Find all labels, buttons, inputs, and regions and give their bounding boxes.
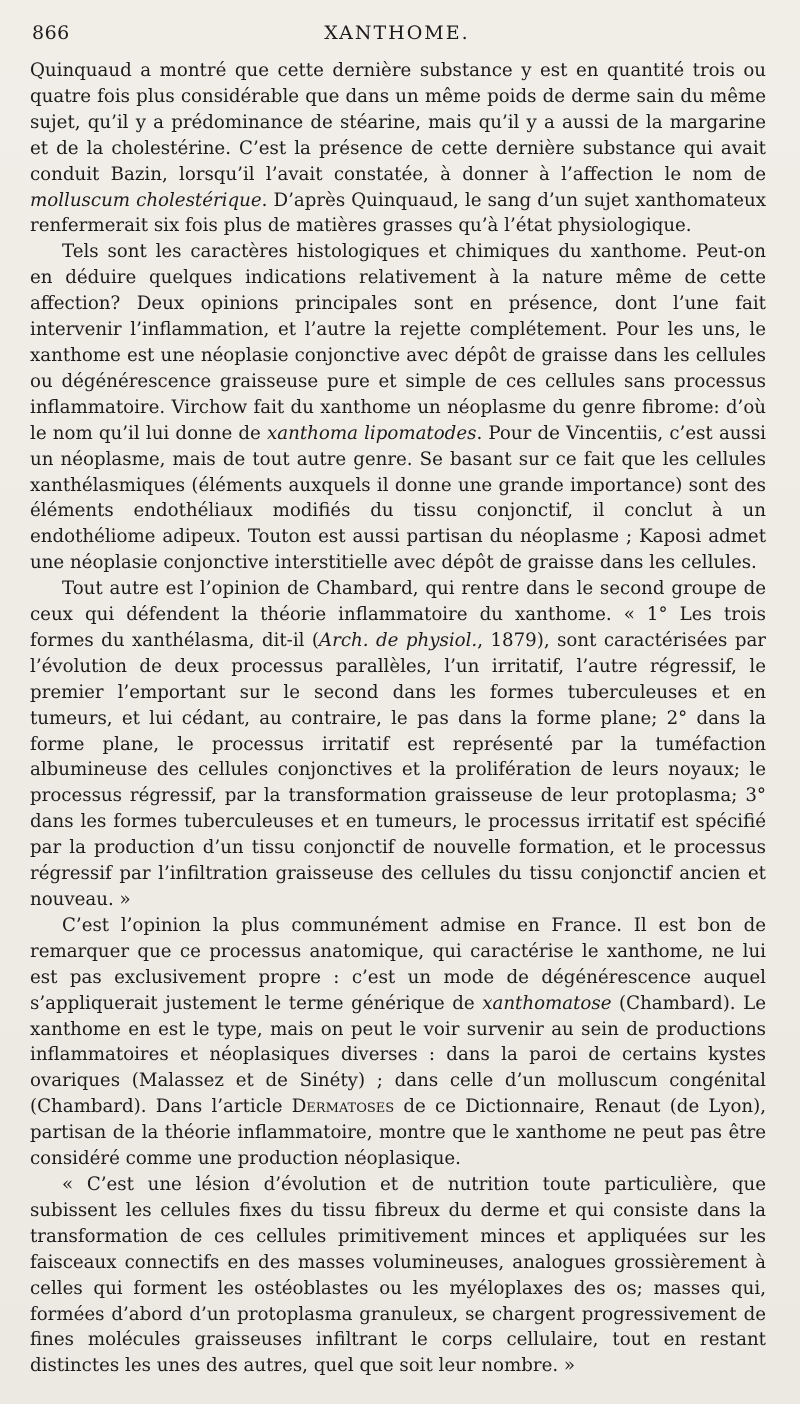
paragraph bbox=[30, 913, 766, 1172]
text-run: Quinquaud a montré que cette dernière substance y est en quantité trois ou quatre fois plus considérable que dans un même poids de derme sain du même sujet, qu’il y a prédominance de stéarine, mais qu’il y a aussi de la margarine et de la cholestérine. C’est la présence de cette dernière substance qui avait conduit Bazin, lorsqu’il l’avait constatée, à donner à l’affection le nom de bbox=[30, 60, 766, 185]
italic-term: xanthoma lipomatodes bbox=[267, 422, 477, 444]
paragraph bbox=[30, 576, 766, 913]
text-run: « C’est une lésion d’évolution et de nutrition toute particulière, que subissent les cellules fixes du tissu fibreux du derme et qui consiste dans la transformation de ces cellules primitivement minces et appliquées sur les faisceaux connectifs en des masses volumineuses, analogues grossièrement à celles qui forment les ostéoblastes ou les myéloplaxes des os; masses qui, formées d’abord d’un protoplasma granuleux, se chargent progressivement de fines molécules graisseuses infiltrant le corps cellulaire, tout en restant distinctes les unes des autres, quel que soit leur nombre. » bbox=[30, 1173, 766, 1377]
paragraph bbox=[30, 1172, 766, 1379]
paragraph bbox=[30, 58, 766, 239]
text-run: C’est l’opinion la plus communément admise en France. Il est bon de remarquer que ce processus anatomique, qui caractérise le xanthome, ne lui est pas exclusivement propre : c’est un mode de dégénérescence auquel s’appliquerait justement le terme générique de bbox=[30, 914, 766, 1014]
paragraph bbox=[30, 239, 766, 576]
body-text bbox=[30, 58, 766, 1379]
text-run: , 1879), sont caractérisées par l’évolution de deux processus parallèles, l’un irritatif, l’autre régressif, le premier l’emportant sur le second dans les formes tuberculeuses et en tumeurs, et lui cédant, au contraire, le pas dans la forme plane; 2° dans la forme plane, le processus irritatif est représenté par la tuméfaction albumineuse des cellules conjonctives et la prolifération de leurs noyaux; le processus régressif, par la transformation graisseuse de leur protoplasma; 3° dans les formes tuberculeuses et en tumeurs, le processus irritatif est spécifié par la production d’un tissu conjonctif de nouvelle formation, et le processus régressif par l’infiltration graisseuse des cellules du tissu conjonctif ancien et nouveau. » bbox=[30, 629, 766, 910]
small-caps-term: Dermatoses bbox=[291, 1096, 395, 1118]
italic-term: molluscum cholestérique bbox=[30, 189, 262, 211]
italic-term: Arch. de physiol. bbox=[319, 629, 478, 651]
running-title: XANTHOME. bbox=[324, 22, 470, 44]
italic-term: xanthomatose bbox=[482, 992, 612, 1014]
text-run: (Chambard). Le xanthome en est le type, mais on peut le voir survenir au sein de productions inflammatoires et néoplasiques diverses : dans la paroi de certains kystes ovariques (Malassez et de Sinéty) ; dans celle d’un molluscum congénital (Chambard). Dans l’article bbox=[30, 992, 766, 1118]
text-run: Tels sont les caractères histologiques et chimiques du xanthome. Peut-on en déduire quelques indications relativement à la nature même de cette affection? Deux opinions principales sont en présence, dont l’une fait intervenir l’inflammation, et l’autre la rejette complétement. Pour les uns, le xanthome est une néoplasie conjonctive avec dépôt de graisse dans les cellules ou dégénérescence graisseuse pure et simple de ces cellules sans processus inflammatoire. Virchow fait du xanthome un néoplasme du genre fibrome: d’où le nom qu’il lui donne de bbox=[30, 241, 766, 444]
text-run: . Pour de Vincentiis, c’est aussi un néoplasme, mais de tout autre genre. Se basant sur ce fait que les cellules xanthélasmiques (éléments auxquels il donne une grande importance) sont des éléments endothéliaux modifiés du tissu conjonctif, il conclut à un endothéliome adipeux. Touton est aussi partisan du néoplasme ; Kaposi admet une néoplasie conjonctive interstitielle avec dépôt de graisse dans les cellules. bbox=[30, 422, 766, 574]
text-run: . D’après Quinquaud, le sang d’un sujet xanthomateux renfermerait six fois plus de matières grasses qu’à l’état physiologique. bbox=[30, 189, 766, 237]
page-number: 866 bbox=[32, 22, 70, 44]
page-header bbox=[32, 22, 762, 52]
text-run: Tout autre est l’opinion de Chambard, qui rentre dans le second groupe de ceux qui défendent la théorie inflammatoire du xanthome. « 1° Les trois formes du xanthélasma, dit-il ( bbox=[30, 578, 766, 651]
text-run: de ce Dictionnaire, Renaut (de Lyon), partisan de la théorie inflammatoire, montre que le xanthome ne peut pas être considéré comme une production néoplasique. bbox=[30, 1096, 767, 1170]
